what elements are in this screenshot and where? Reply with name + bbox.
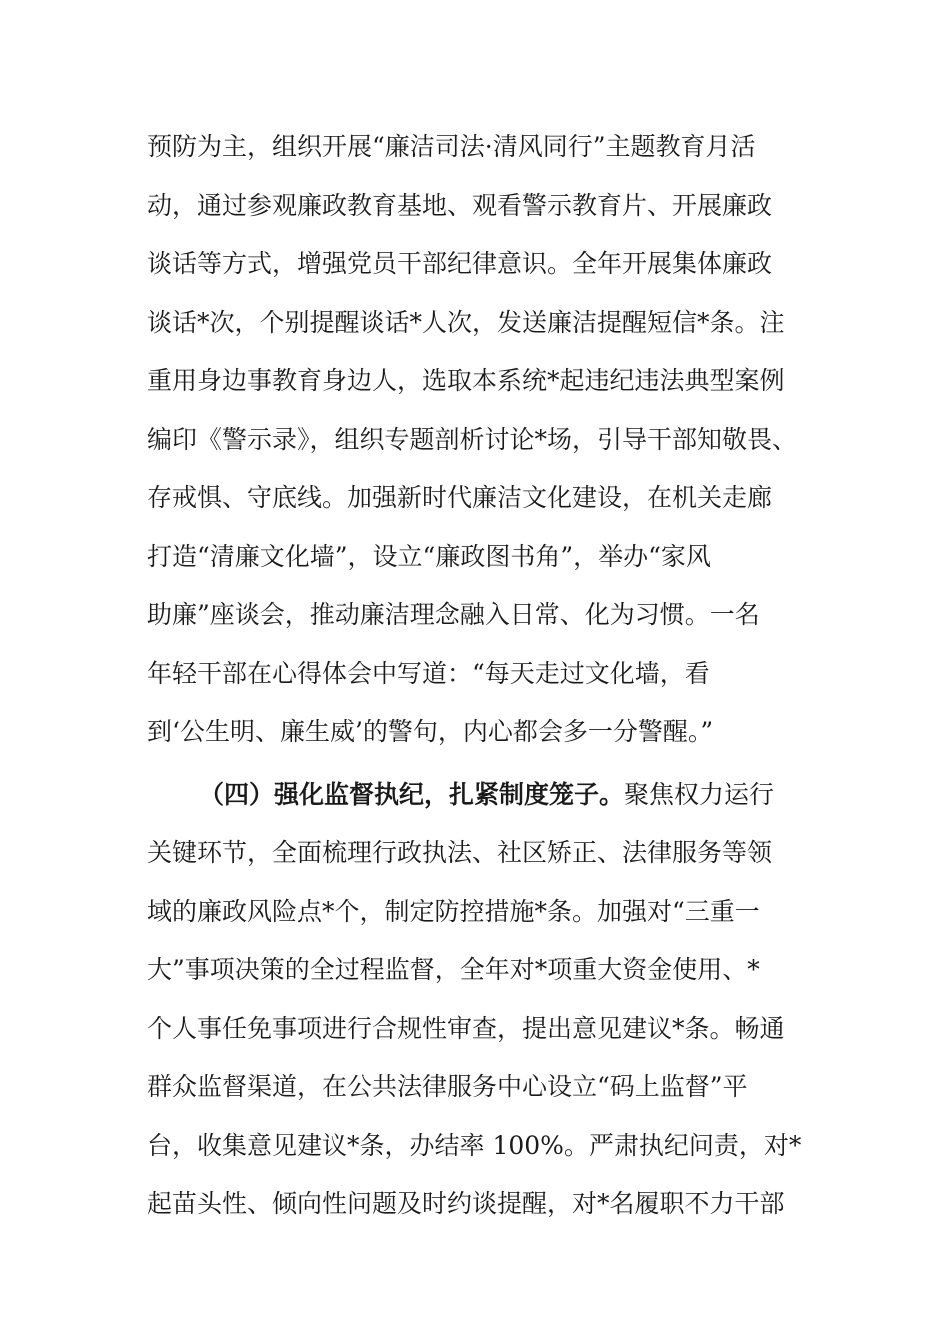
- text-line: 谈话*次，个别提醒谈话*人次，发送廉洁提醒短信*条。注: [147, 307, 785, 337]
- text-line: 起苗头性、倾向性问题及时约谈提醒，对*名履职不力干部: [147, 1189, 785, 1218]
- heading-line-rest: 聚焦权力运行: [624, 779, 775, 809]
- text-line: 编印《警示录》，组织专题剖析讨论*场，引导干部知敬畏、: [147, 424, 798, 454]
- section-heading-line: [147, 766, 827, 825]
- body-text: [147, 118, 827, 1234]
- paragraph-1: [147, 118, 827, 762]
- paragraph-2: [147, 766, 827, 1234]
- text-line: 动，通过参观廉政教育基地、观看警示教育片、开展廉政: [147, 190, 773, 220]
- text-line: 台，收集意见建议*条，办结率 100%。严肃执纪问责，对*: [147, 1130, 802, 1160]
- text-line: 打造“清廉文化墙”，设立“廉政图书角”，举办“家风: [147, 541, 711, 571]
- text-line: 助廉”座谈会，推动廉洁理念融入日常、化为习惯。一名: [147, 600, 760, 629]
- section-heading: （四）强化监督执纪，扎紧制度笼子。: [199, 779, 625, 809]
- text-line: 预防为主，组织开展“廉洁司法·清风同行”主题教育月活: [147, 132, 756, 161]
- text-line: 大”事项决策的全过程监督，全年对*项重大资金使用、*: [147, 955, 760, 984]
- text-line: 存戒惧、守底线。加强新时代廉洁文化建设，在机关走廊: [147, 483, 773, 512]
- text-line: 重用身边事教育身边人，选取本系统*起违纪违法典型案例: [147, 366, 785, 395]
- text-line: 域的廉政风险点*个，制定防控措施*条。加强对“三重一: [147, 896, 760, 926]
- text-line: 个人事任免事项进行合规性审查，提出意见建议*条。畅通: [147, 1013, 785, 1043]
- text-line: 群众监督渠道，在公共法律服务中心设立“码上监督”平: [147, 1072, 748, 1101]
- text-line: 到‘公生明、廉生威’的警句，内心都会多一分警醒。”: [147, 717, 714, 746]
- text-line: 年轻干部在心得体会中写道：“每天走过文化墙，看: [147, 658, 710, 688]
- text-line: 关键环节，全面梳理行政执法、社区矫正、法律服务等领: [147, 838, 773, 867]
- text-line: 谈话等方式，增强党员干部纪律意识。全年开展集体廉政: [147, 249, 773, 278]
